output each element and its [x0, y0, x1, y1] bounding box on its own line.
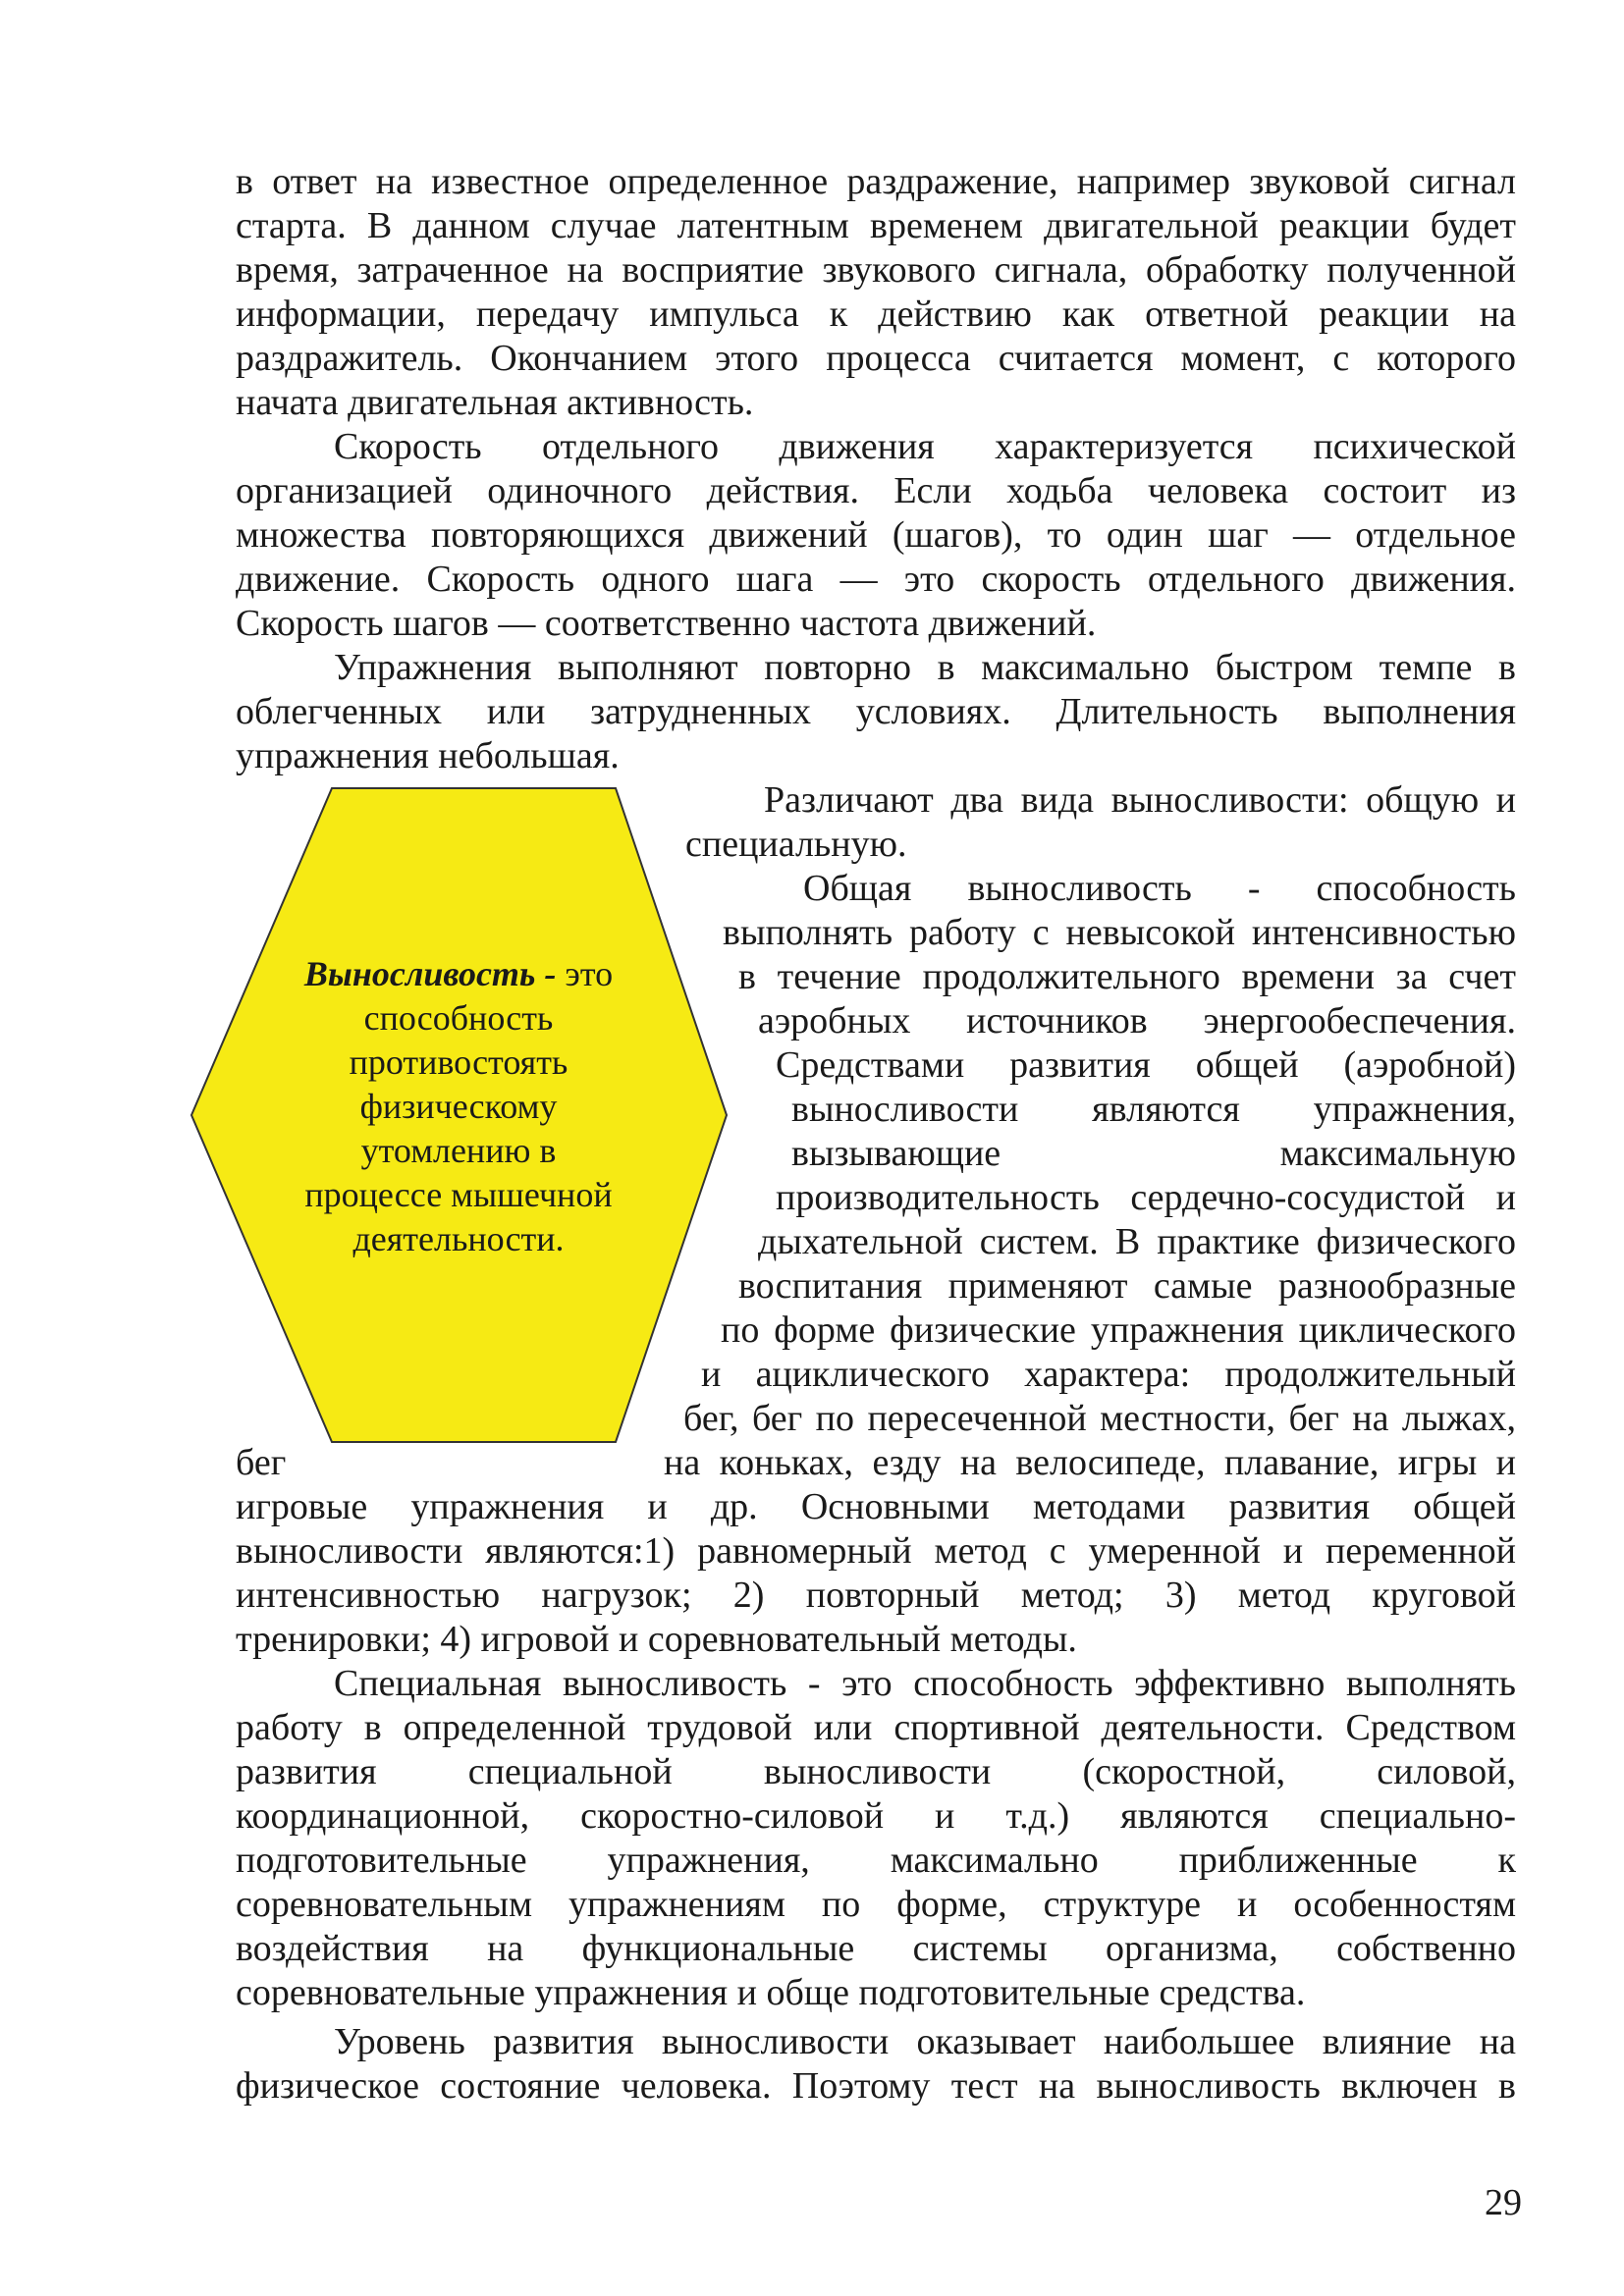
page-number: 29: [1485, 2182, 1522, 2223]
text-line: дыхательной систем. В практике физического: [758, 1221, 1516, 1262]
text-line: бег: [236, 1442, 287, 1483]
text-line: соревновательные упражнения и обще подготовительные средства.: [236, 1972, 1306, 2013]
text-line: Уровень развития выносливости оказывает наибольшее влияние на: [334, 2021, 1516, 2062]
definition-line: противостоять: [349, 1042, 568, 1082]
text-line: упражнения небольшая.: [236, 735, 620, 776]
text-line: выполнять работу с невысокой интенсивностью: [723, 912, 1516, 953]
definition-line: физическому: [359, 1087, 558, 1126]
text-line: координационной, скоростно-силовой и т.д.) являются специально-: [236, 1795, 1516, 1837]
definition-term: Выносливость -: [303, 954, 557, 993]
text-line: множества повторяющихся движений (шагов), то один шаг — отдельное: [236, 514, 1516, 556]
text-line: начата двигательная активность.: [236, 382, 754, 423]
text-line: соревновательным упражнениям по форме, структуре и особенностям: [236, 1884, 1516, 1925]
text-line: вызывающие максимальную: [791, 1133, 1516, 1174]
text-line: Скорость шагов — соответственно частота движений.: [236, 603, 1097, 644]
text-line: Упражнения выполняют повторно в максимально быстром темпе в: [334, 647, 1516, 688]
text-line: старта. В данном случае латентным временем двигательной реакции будет: [236, 205, 1516, 246]
text-line: специальную.: [685, 824, 907, 865]
text-line: выносливости являются:1) равномерный метод с умеренной и переменной: [236, 1530, 1516, 1572]
text-line: Скорость отдельного движения характеризуется психической: [334, 426, 1516, 467]
text-line: производительность сердечно-сосудистой и: [776, 1177, 1516, 1218]
definition-text: [287, 952, 630, 1261]
text-line: в течение продолжительного времени за счет: [738, 956, 1516, 997]
text-line: бег, бег по пересеченной местности, бег на лыжах,: [683, 1398, 1516, 1439]
definition-line: это: [556, 954, 614, 993]
text-line: интенсивностью нагрузок; 2) повторный метод; 3) метод круговой: [236, 1575, 1516, 1616]
text-line: работу в определенной трудовой или спортивной деятельности. Средством: [236, 1707, 1516, 1748]
definition-line: способность: [363, 998, 554, 1038]
text-line: тренировки; 4) игровой и соревновательный методы.: [236, 1619, 1077, 1660]
text-line: время, затраченное на восприятие звукового сигнала, обработку полученной: [236, 249, 1516, 291]
text-line: на коньках, езду на велосипеде, плавание, игры и: [664, 1442, 1516, 1483]
text-line: информации, передачу импульса к действию как ответной реакции на: [236, 294, 1516, 335]
definition-line: деятельности.: [352, 1219, 565, 1258]
text-line: выносливости являются упражнения,: [791, 1089, 1516, 1130]
text-line: организацией одиночного действия. Если ходьба человека состоит из: [236, 470, 1516, 511]
text-line: воспитания применяют самые разнообразные: [738, 1265, 1516, 1307]
text-line: Средствами развития общей (аэробной): [776, 1044, 1516, 1086]
text-line: воздействия на функциональные системы организма, собственно: [236, 1928, 1516, 1969]
text-line: раздражитель. Окончанием этого процесса считается момент, с которого: [236, 338, 1516, 379]
definition-hexagon: [189, 785, 729, 1445]
text-line: физическое состояние человека. Поэтому тест на выносливость включен в: [236, 2065, 1516, 2107]
text-line: игровые упражнения и др. Основными методами развития общей: [236, 1486, 1516, 1527]
text-line: в ответ на известное определенное раздражение, например звуковой сигнал: [236, 161, 1516, 202]
text-line: аэробных источников энергообеспечения.: [758, 1000, 1516, 1041]
text-line: облегченных или затрудненных условиях. Длительность выполнения: [236, 691, 1516, 732]
text-line: движение. Скорость одного шага — это скорость отдельного движения.: [236, 559, 1516, 600]
text-line: развития специальной выносливости (скоростной, силовой,: [236, 1751, 1516, 1792]
definition-line: утомлению в: [360, 1131, 557, 1170]
text-line: подготовительные упражнения, максимально приближенные к: [236, 1840, 1516, 1881]
text-line: Специальная выносливость - это способность эффективно выполнять: [334, 1663, 1516, 1704]
definition-line: процессе мышечной: [304, 1175, 613, 1214]
text-line: Общая выносливость - способность: [803, 868, 1516, 909]
text-line: Различают два вида выносливости: общую и: [764, 779, 1516, 821]
text-line: и ациклического характера: продолжительный: [701, 1354, 1516, 1395]
text-line: по форме физические упражнения циклического: [721, 1309, 1516, 1351]
